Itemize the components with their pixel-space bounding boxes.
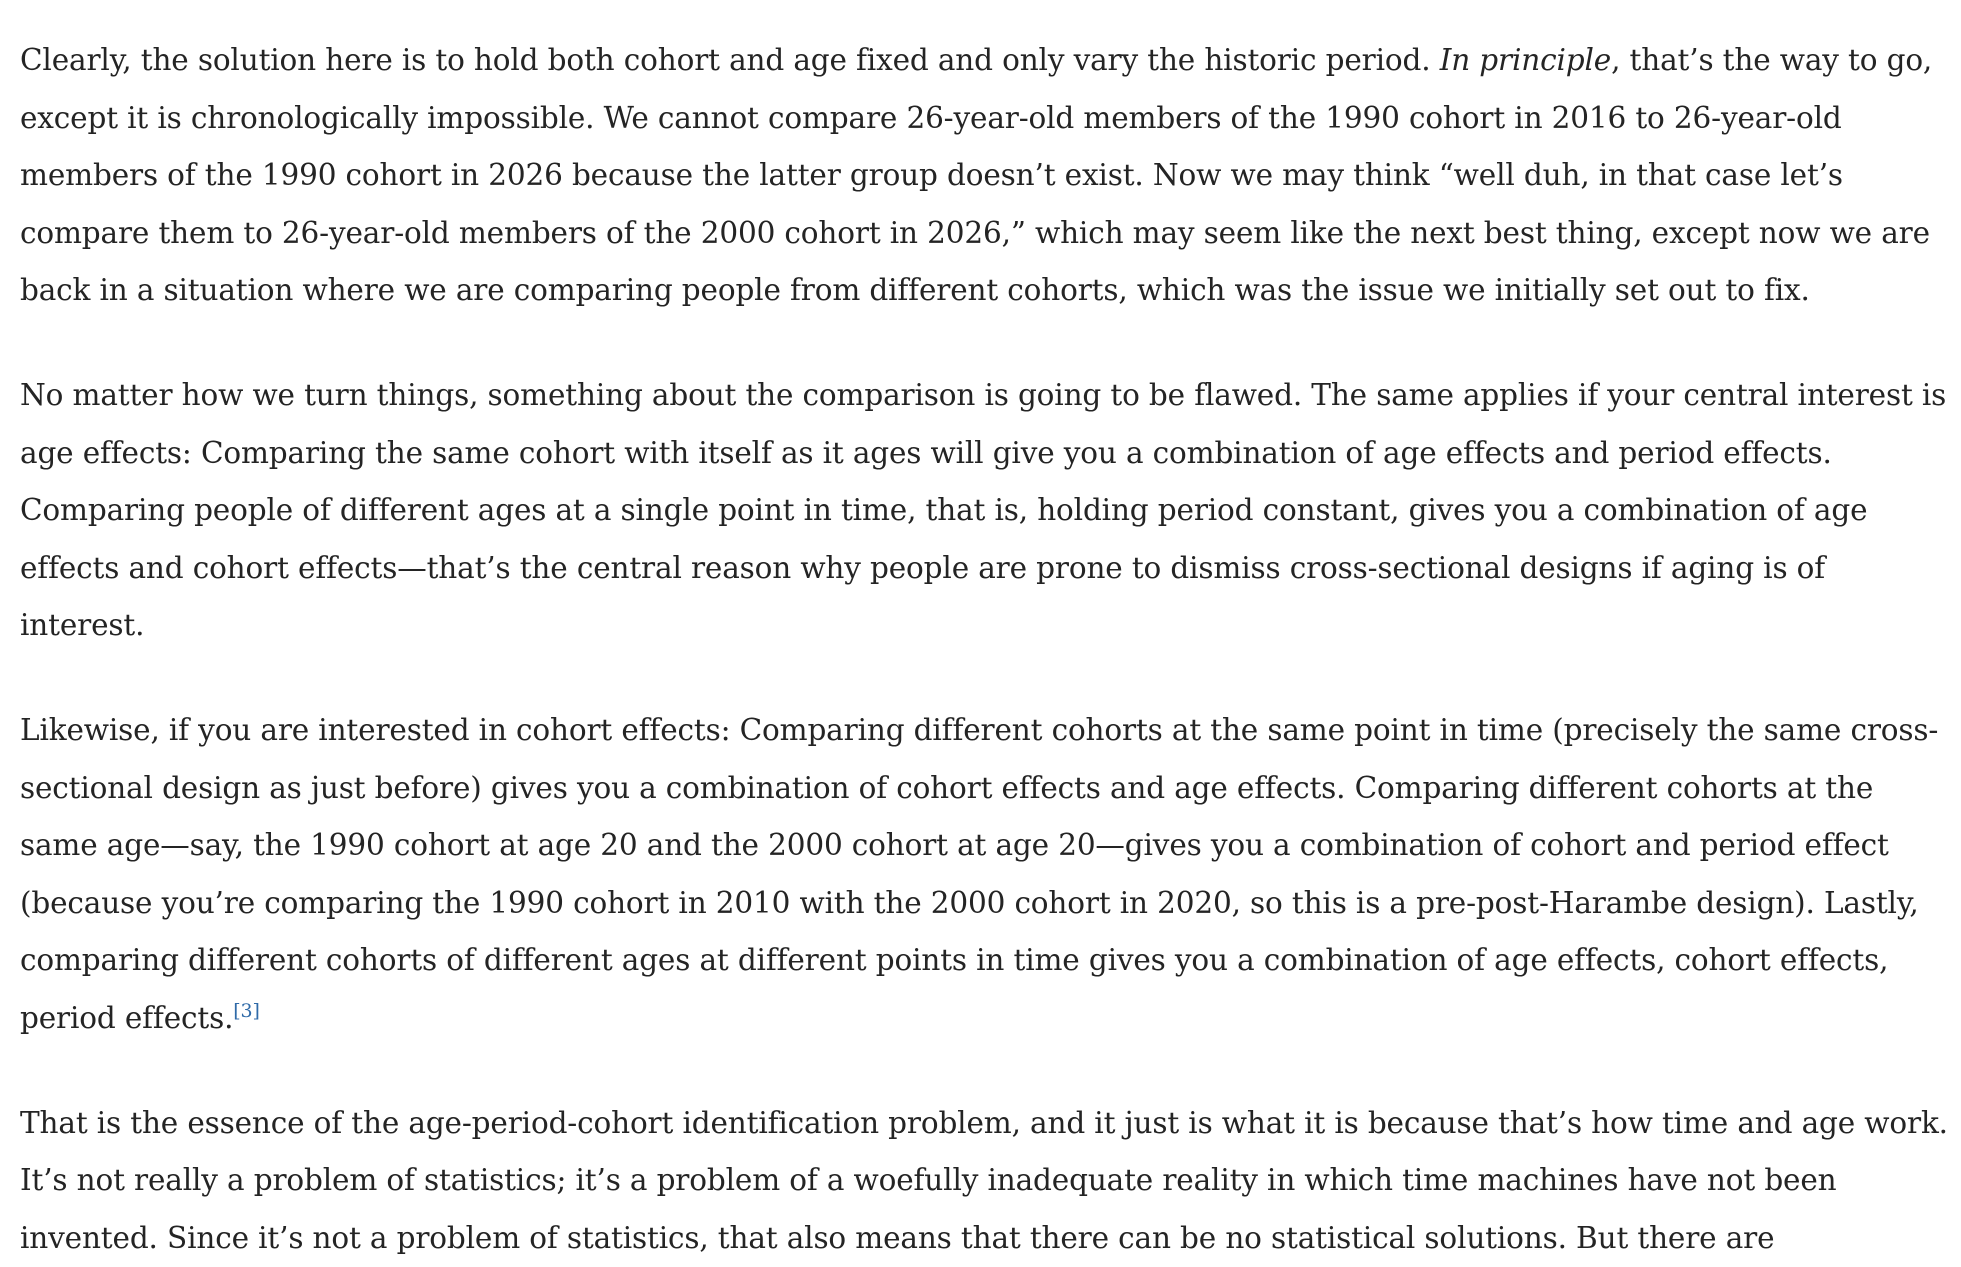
paragraph-3-text: Likewise, if you are interested in cohort effects: Comparing different cohorts at the same point in time (precisely the same cross-sectional design as just before) gives you a combination of cohort effects and age effects. Comparing different cohorts at the same age—say, the 1990 cohort at age 20 and the 2000 cohort at age 20—gives you a combination of cohort and period effect (because you’re comparing the 1990 cohort in 2010 with the 2000 cohort in 2020, so this is a pre-post-Harambe design). Lastly, comparing different cohorts of different ages at different points in time gives you a combination of age effects, cohort effects, period effects. — [20, 713, 1938, 1035]
paragraph-1 — [20, 32, 1950, 320]
paragraph-1-text-end: , that’s the way to go, except it is chronologically impossible. We cannot compare 26-year-old members of the 1990 cohort in 2016 to 26-year-old members of the 1990 cohort in 2026 because the latter group doesn’t exist. Now we may think “well duh, in that case let’s compare them to 26-year-old members of the 2000 cohort in 2026,” which may seem like the next best thing, except now we are back in a situation where we are comparing people from different cohorts, which was the issue we initially set out to fix. — [20, 43, 1932, 307]
paragraph-1-emphasis: In principle — [1440, 43, 1611, 77]
paragraph-2-text: No matter how we turn things, something about the comparison is going to be flawed. The same applies if your central interest is age effects: Comparing the same cohort with itself as it ages will give you a combination of age effects and period effects. Comparing people of different ages at a single point in time, that is, holding period constant, gives you a combination of age effects and cohort effects—that’s the central reason why people are prone to dismiss cross-sectional designs if aging is of interest. — [20, 378, 1946, 642]
paragraph-4-text: That is the essence of the age-period-cohort identification problem, and it just is what it is because that’s how time and age work. It’s not really a problem of statistics; it’s a problem of a woefully inadequate reality in which time machines have not been invented. Since it’s not a problem of statistics, that also means that there can be no statistical solutions. But there are — [20, 1106, 1948, 1255]
paragraph-3 — [20, 702, 1950, 1048]
paragraph-4 — [20, 1095, 1950, 1267]
paragraph-2 — [20, 367, 1950, 655]
paragraph-1-text-start: Clearly, the solution here is to hold both cohort and age fixed and only vary the historic period. — [20, 43, 1440, 77]
footnote-link-3[interactable]: [3] — [233, 1000, 259, 1022]
article-body — [20, 32, 1950, 1267]
